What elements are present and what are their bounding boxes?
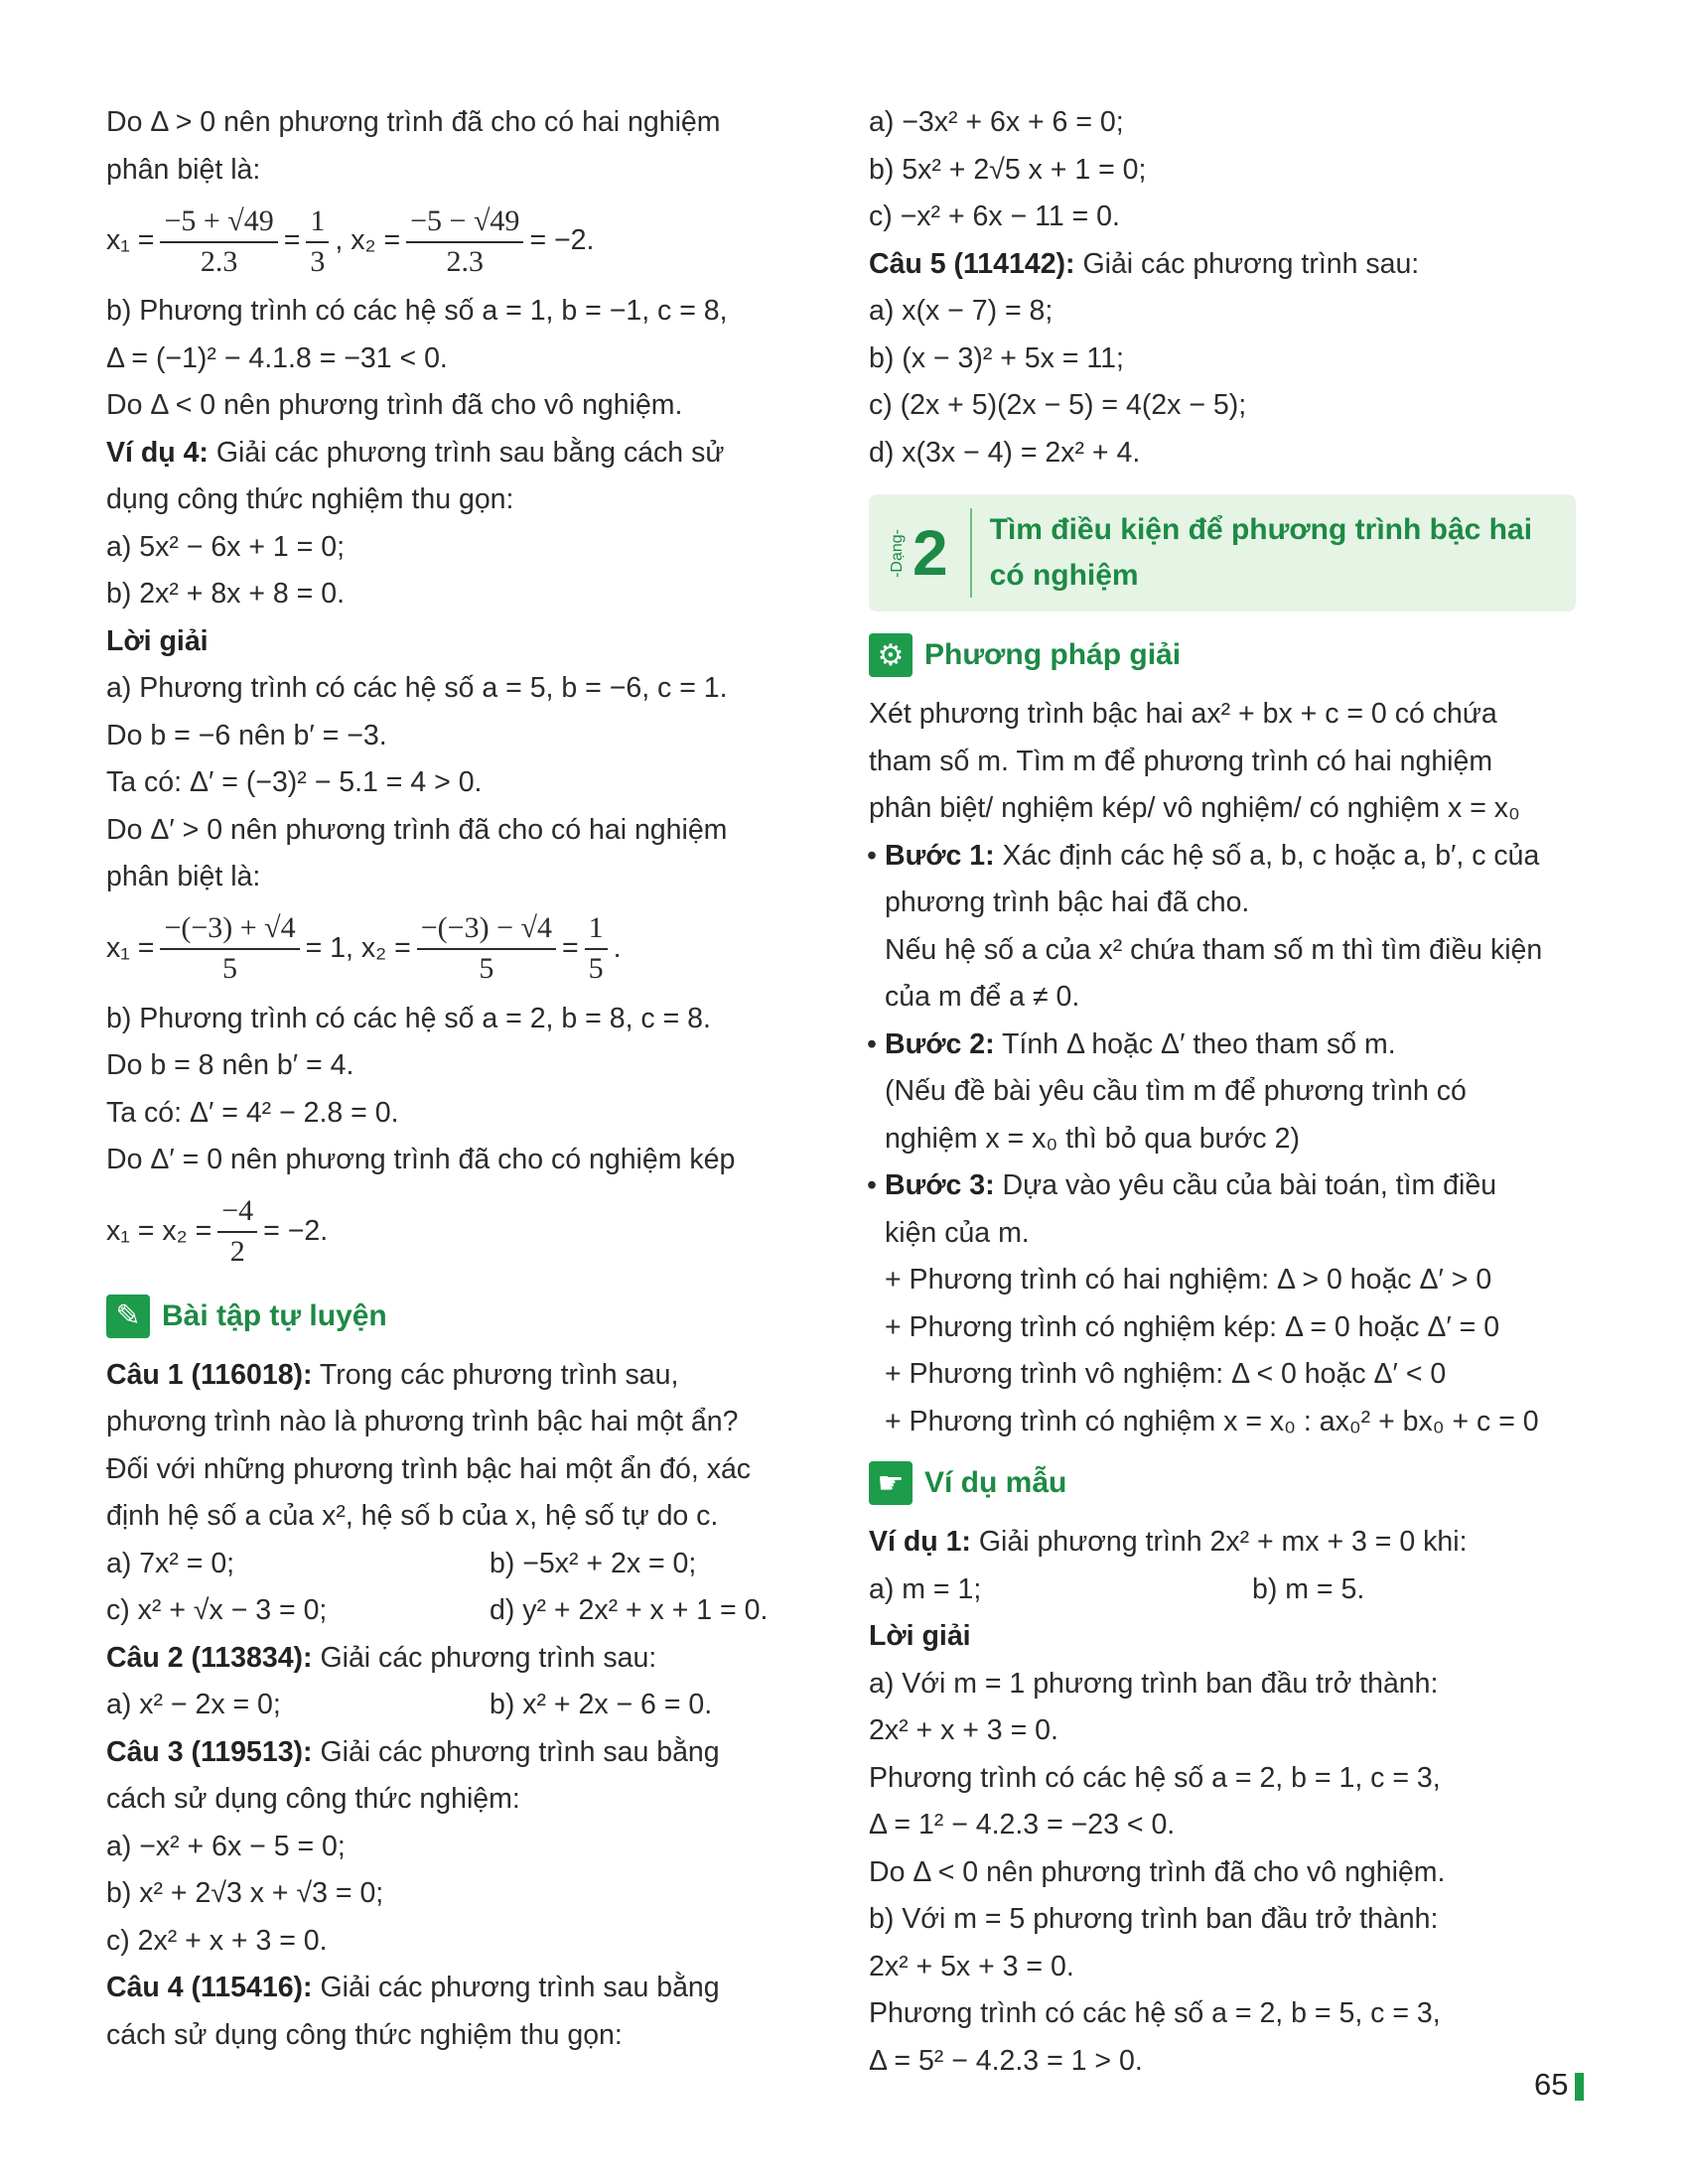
text-line: Do Δ′ > 0 nên phương trình đã cho có hai nghiệm xyxy=(106,813,728,846)
topic-title xyxy=(990,507,1532,599)
formula-part: x₁ = xyxy=(106,931,155,964)
fraction xyxy=(306,203,329,280)
question-text: Giải các phương trình sau: xyxy=(312,1641,657,1674)
answer-option: d) y² + 2x² + x + 1 = 0. xyxy=(490,1594,769,1626)
text-line: Δ = (−1)² − 4.1.8 = −31 < 0. xyxy=(106,341,448,374)
text-line: c) 2x² + x + 3 = 0. xyxy=(106,1924,328,1957)
formula-part: = xyxy=(561,931,579,964)
text-line: b) Phương trình có các hệ số a = 2, b = 8, c = 8. xyxy=(106,1002,711,1034)
question-label: Câu 5 (114142): xyxy=(869,247,1075,280)
section-title: Phương pháp giải xyxy=(924,638,1182,671)
question-text: Trong các phương trình sau, xyxy=(312,1358,679,1391)
text-line: a) x(x − 7) = 8; xyxy=(869,295,1054,327)
fraction xyxy=(417,909,556,987)
text-line: cách sử dụng công thức nghiệm thu gọn: xyxy=(106,2018,623,2051)
text-line: Δ = 1² − 4.2.3 = −23 < 0. xyxy=(869,1809,1176,1841)
text-line: a) 5x² − 6x + 1 = 0; xyxy=(106,530,346,563)
pointing-hand-icon: ☛ xyxy=(869,1461,913,1505)
section-title: Ví dụ mẫu xyxy=(924,1466,1067,1499)
answer-row xyxy=(869,1567,1576,1614)
example-heading xyxy=(869,1519,1576,1567)
topic-number: 2 xyxy=(913,517,948,589)
formula-roots-2 xyxy=(106,901,811,996)
text-line: Δ = 5² − 4.2.3 = 1 > 0. xyxy=(869,2044,1143,2077)
fraction xyxy=(160,203,277,280)
condition-line: + Phương trình có nghiệm x = x₀ : ax₀² + bx₀ + c = 0 xyxy=(885,1405,1539,1437)
formula-part: = −2. xyxy=(263,1214,329,1247)
numerator: 1 xyxy=(306,203,329,243)
example-label: Ví dụ 1: xyxy=(869,1526,971,1558)
numerator: 1 xyxy=(585,909,608,950)
formula-double-root xyxy=(106,1184,811,1279)
text-line: b) Với m = 5 phương trình ban đầu trở thành: xyxy=(869,1903,1439,1935)
step-heading xyxy=(869,1022,1576,1069)
question-heading xyxy=(106,1729,811,1777)
text-line: 2x² + 5x + 3 = 0. xyxy=(869,1950,1074,1982)
topic-label: -Dạng- xyxy=(889,528,906,578)
numerator: −5 + √49 xyxy=(160,203,277,243)
text-line: Đối với những phương trình bậc hai một ẩn đó, xác xyxy=(106,1452,752,1485)
text-line: định hệ số a của x², hệ số b của x, hệ số tự do c. xyxy=(106,1500,719,1532)
question-label: Câu 2 (113834): xyxy=(106,1641,313,1674)
formula-part: , x₂ = xyxy=(335,224,401,256)
text-line: của m để a ≠ 0. xyxy=(885,981,1080,1013)
formula-part: = 1, x₂ = xyxy=(305,931,411,964)
text-line: d) x(3x − 4) = 2x² + 4. xyxy=(869,436,1141,469)
text-line: dụng công thức nghiệm thu gọn: xyxy=(106,483,514,515)
formula-part: = −2. xyxy=(529,224,595,256)
pencil-icon: ✎ xyxy=(106,1295,150,1338)
answer-option: c) x² + √x − 3 = 0; xyxy=(106,1594,328,1626)
question-label: Câu 1 (116018): xyxy=(106,1358,313,1391)
denominator: 5 xyxy=(222,952,238,985)
text-line: a) Với m = 1 phương trình ban đầu trở thành: xyxy=(869,1667,1439,1700)
text-line: a) −x² + 6x − 5 = 0; xyxy=(106,1830,346,1862)
text-line: nghiệm x = x₀ thì bỏ qua bước 2) xyxy=(885,1122,1300,1155)
text-line: (Nếu đề bài yêu cầu tìm m để phương trình có xyxy=(885,1075,1467,1107)
question-heading xyxy=(106,1965,811,2012)
topic-box xyxy=(869,494,1576,612)
question-text: Giải các phương trình sau: xyxy=(1074,247,1420,280)
text-line: b) 2x² + 8x + 8 = 0. xyxy=(106,578,346,610)
denominator: 5 xyxy=(588,952,604,985)
page-number-accent-bar xyxy=(1575,2073,1584,2101)
text-line: Do Δ < 0 nên phương trình đã cho vô nghiệm. xyxy=(869,1855,1446,1888)
topic-title-line: có nghiệm xyxy=(989,559,1139,592)
text-line: phương trình bậc hai đã cho. xyxy=(885,887,1250,918)
fraction xyxy=(217,1192,257,1270)
question-heading xyxy=(106,1635,811,1683)
text-line: b) x² + 2√3 x + √3 = 0; xyxy=(106,1877,384,1909)
fraction xyxy=(160,909,299,987)
condition-line: + Phương trình vô nghiệm: Δ < 0 hoặc Δ′ < 0 xyxy=(885,1358,1447,1390)
text-line: phương trình nào là phương trình bậc hai một ẩn? xyxy=(106,1406,739,1437)
question-heading xyxy=(106,1352,811,1400)
text-line: Phương trình có các hệ số a = 2, b = 5, c = 3, xyxy=(869,1997,1441,2029)
denominator: 5 xyxy=(479,952,494,985)
numerator: −4 xyxy=(217,1192,257,1233)
answer-row xyxy=(106,1587,811,1635)
section-header-examples xyxy=(869,1453,1576,1513)
step-label: Bước 1: xyxy=(885,839,995,872)
answer-option: b) x² + 2x − 6 = 0. xyxy=(490,1689,713,1720)
solution-label: Lời giải xyxy=(106,624,209,657)
answer-option: a) 7x² = 0; xyxy=(106,1547,235,1579)
solution-heading xyxy=(106,618,811,666)
formula-part: . xyxy=(613,931,622,964)
question-text: Giải các phương trình sau bằng xyxy=(312,1972,720,2003)
text-line: tham số m. Tìm m để phương trình có hai nghiệm xyxy=(869,745,1493,777)
denominator: 2.3 xyxy=(200,244,238,278)
text-line: b) 5x² + 2√5 x + 1 = 0; xyxy=(869,153,1147,186)
condition-line: + Phương trình có nghiệm kép: Δ = 0 hoặc Δ′ = 0 xyxy=(885,1310,1500,1343)
question-label: Câu 3 (119513): xyxy=(106,1735,313,1768)
answer-option: a) m = 1; xyxy=(869,1572,982,1605)
example-label: Ví dụ 4: xyxy=(106,436,209,469)
numerator: −(−3) − √4 xyxy=(417,909,556,950)
solution-label: Lời giải xyxy=(869,1620,971,1652)
right-column xyxy=(869,99,1576,2085)
formula-roots-1 xyxy=(106,194,811,288)
formula-part: = xyxy=(283,224,301,256)
text-line: Nếu hệ số a của x² chứa tham số m thì tìm điều kiện xyxy=(885,933,1543,966)
step-text: Dựa vào yêu cầu của bài toán, tìm điều xyxy=(994,1169,1497,1201)
example-heading xyxy=(106,430,811,478)
text-line: phân biệt là: xyxy=(106,153,261,186)
text-line: c) −x² + 6x − 11 = 0. xyxy=(869,201,1120,232)
fraction xyxy=(585,909,608,987)
answer-option: b) −5x² + 2x = 0; xyxy=(490,1547,697,1579)
text-line: Do b = 8 nên b′ = 4. xyxy=(106,1049,354,1081)
step-label: Bước 3: xyxy=(885,1169,995,1201)
text-line: Phương trình có các hệ số a = 2, b = 1, c = 3, xyxy=(869,1761,1441,1794)
step-label: Bước 2: xyxy=(885,1027,995,1060)
question-text: Giải các phương trình sau bằng xyxy=(312,1735,720,1768)
answer-row xyxy=(106,1541,811,1588)
text-line: Do Δ < 0 nên phương trình đã cho vô nghiệm. xyxy=(106,389,683,421)
numerator: −(−3) + √4 xyxy=(160,909,299,950)
example-text: Giải phương trình 2x² + mx + 3 = 0 khi: xyxy=(970,1526,1468,1558)
question-label: Câu 4 (115416): xyxy=(106,1972,313,2003)
denominator: 2 xyxy=(229,1235,245,1268)
formula-part: x₁ = x₂ = xyxy=(106,1214,212,1247)
text-line: phân biệt/ nghiệm kép/ vô nghiệm/ có nghiệm x = x₀ xyxy=(869,792,1520,824)
step-text: Tính Δ hoặc Δ′ theo tham số m. xyxy=(994,1027,1396,1060)
step-text: Xác định các hệ số a, b, c hoặc a, b′, c của xyxy=(994,839,1540,872)
text-line: Xét phương trình bậc hai ax² + bx + c = 0 có chứa xyxy=(869,698,1497,730)
topic-title-line: Tìm điều kiện để phương trình bậc hai xyxy=(989,513,1533,546)
text-line: a) Phương trình có các hệ số a = 5, b = −6, c = 1. xyxy=(106,672,728,704)
answer-option: b) m = 5. xyxy=(1252,1572,1365,1605)
page-number: 65 xyxy=(1534,2067,1569,2102)
text-line: b) Phương trình có các hệ số a = 1, b = −1, c = 8, xyxy=(106,295,728,327)
text-line: Ta có: Δ′ = 4² − 2.8 = 0. xyxy=(106,1096,399,1129)
numerator: −5 − √49 xyxy=(406,203,523,243)
solution-heading xyxy=(869,1613,1576,1661)
section-header-method xyxy=(869,625,1576,685)
text-line: cách sử dụng công thức nghiệm: xyxy=(106,1783,520,1815)
question-heading xyxy=(869,241,1576,289)
section-header-practice xyxy=(106,1287,811,1346)
text-line: Do Δ′ = 0 nên phương trình đã cho có nghiệm kép xyxy=(106,1144,736,1175)
text-line: kiện của m. xyxy=(885,1216,1030,1249)
step-heading xyxy=(869,833,1576,881)
step-heading xyxy=(869,1162,1576,1210)
text-line: Do Δ > 0 nên phương trình đã cho có hai nghiệm xyxy=(106,106,721,138)
answer-row xyxy=(106,1682,811,1729)
left-column xyxy=(106,99,811,2059)
gear-icon: ⚙ xyxy=(869,633,913,677)
condition-line: + Phương trình có hai nghiệm: Δ > 0 hoặc Δ′ > 0 xyxy=(885,1264,1492,1296)
text-line: Ta có: Δ′ = (−3)² − 5.1 = 4 > 0. xyxy=(106,766,483,798)
text-line: 2x² + x + 3 = 0. xyxy=(869,1714,1058,1746)
denominator: 3 xyxy=(310,244,326,278)
answer-option: a) x² − 2x = 0; xyxy=(106,1689,281,1720)
fraction xyxy=(406,203,523,280)
section-title: Bài tập tự luyện xyxy=(162,1298,387,1332)
text-line: phân biệt là: xyxy=(106,861,261,892)
formula-part: x₁ = xyxy=(106,224,155,256)
topic-divider xyxy=(970,508,972,598)
text-line: c) (2x + 5)(2x − 5) = 4(2x − 5); xyxy=(869,389,1247,421)
text-line: b) (x − 3)² + 5x = 11; xyxy=(869,341,1124,374)
text-line: Do b = −6 nên b′ = −3. xyxy=(106,719,387,751)
example-text: Giải các phương trình sau bằng cách sử xyxy=(208,436,725,469)
text-line: a) −3x² + 6x + 6 = 0; xyxy=(869,106,1124,138)
denominator: 2.3 xyxy=(446,244,485,278)
